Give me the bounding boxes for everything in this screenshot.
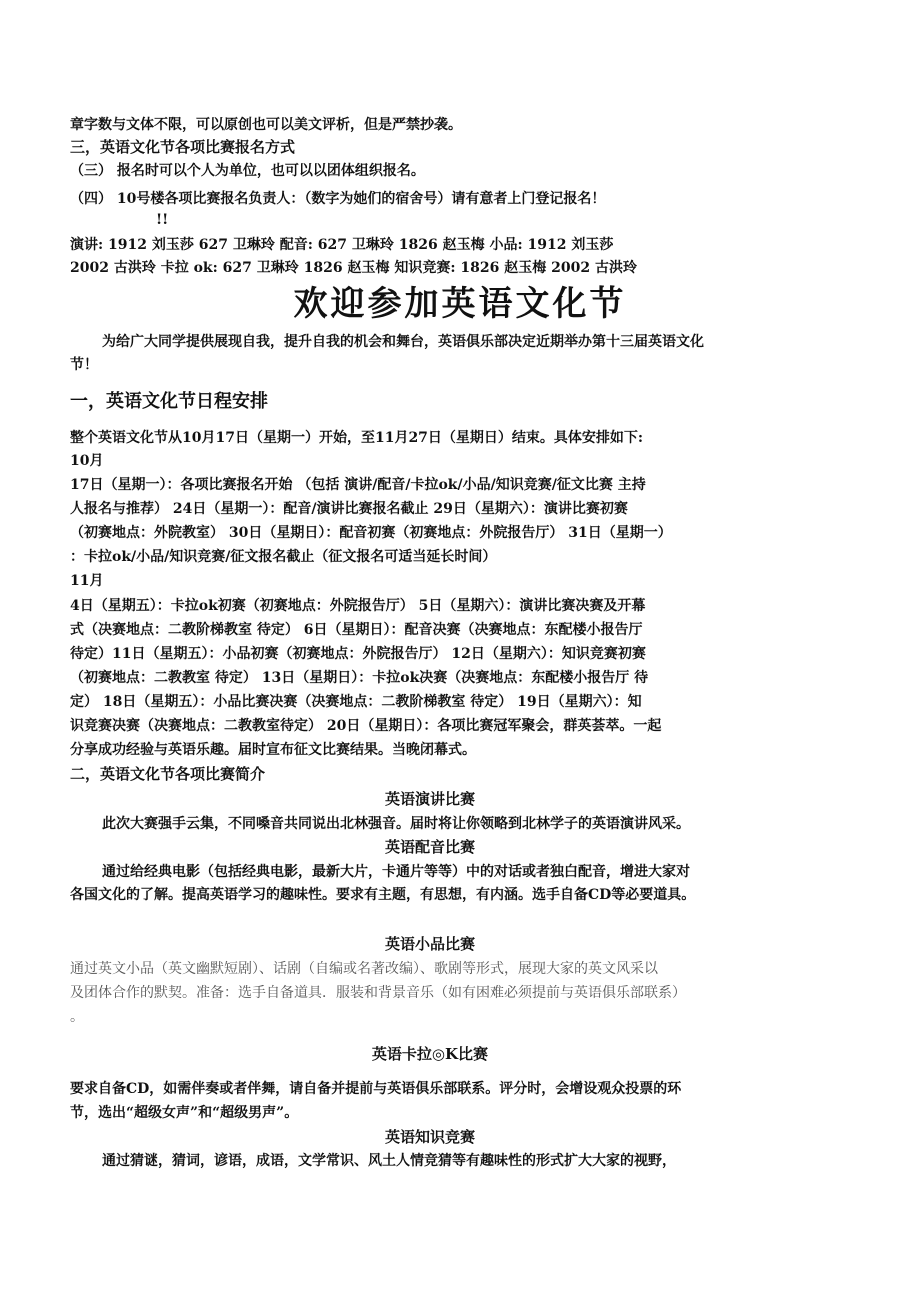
dubbing-contest-line-2: 各国文化的了解。提高英语学习的趣味性。要求有主题，有思想，有内涵。选手自备CD等必要道具。 — [70, 887, 696, 903]
skit-contest-line-2: 及团体合作的默契。准备：选手自备道具．服装和背景音乐（如有困难必须提前与英语俱乐部联系） — [70, 985, 686, 1001]
intro-line-2: 节！ — [70, 357, 98, 373]
october-line-2: 人报名与推荐） 24日（星期一）：配音/演讲比赛报名截止 29日（星期六）：演讲比赛初赛 — [70, 501, 628, 517]
november-line-1: 4日（星期五）：卡拉ok初赛（初赛地点：外院报告厅） 5日（星期六）：演讲比赛决赛及开幕 — [70, 598, 646, 614]
november-line-4: （初赛地点：二教教室 待定） 13日（星期日）：卡拉ok决赛（决赛地点：东配楼小报告厅 待 — [70, 670, 649, 686]
section-2-heading: 二，英语文化节各项比赛简介 — [70, 765, 266, 783]
november-line-2: 式（决赛地点：二教阶梯教室 待定） 6日（星期日）：配音决赛（决赛地点：东配楼小报告厅 — [70, 622, 643, 638]
list-item-3: （三） 报名时可以个人为单位，也可以以团体组织报名。 — [70, 163, 425, 179]
october-line-3: （初赛地点：外院教室） 30日（星期日）：配音初赛（初赛地点：外院报告厅） 31日（星期一） — [70, 525, 672, 541]
contacts-line-2: 2002 古洪玲 卡拉 ok: 627 卫琳玲 1826 赵玉梅 知识竞赛: 1826 赵玉梅 2002 古洪玲 — [70, 260, 637, 276]
speech-contest-title: 英语演讲比赛 — [384, 790, 475, 808]
november-line-3: 待定）11日（星期五）：小品初赛（初赛地点：外院报告厅） 12日（星期六）：知识竞赛初赛 — [70, 646, 646, 662]
november-line-7: 分享成功经验与英语乐趣。届时宣布征文比赛结果。当晚闭幕式。 — [70, 742, 476, 758]
karaoke-contest-line-2: 节，选出“超级女声”和“超级男声”。 — [70, 1105, 299, 1121]
dubbing-contest-line-1: 通过给经典电影（包括经典电影，最新大片，卡通片等等）中的对话或者独白配音，增进大家对 — [102, 864, 690, 880]
skit-contest-line-1: 通过英文小品（英文幽默短剧）、话剧（自编或名著改编）、歌剧等形式，展现大家的英文风采以 — [70, 961, 658, 977]
november-line-5: 定） 18日（星期五）：小品比赛决赛（决赛地点：二教阶梯教室 待定） 19日（星期六）：知 — [70, 694, 642, 710]
karaoke-contest-title: 英语卡拉◎K比赛 — [371, 1045, 489, 1063]
skit-contest-title: 英语小品比赛 — [384, 935, 475, 953]
main-title: 欢迎参加英语文化节 — [293, 284, 627, 324]
intro-line-1: 为给广大同学提供展现自我，提升自我的机会和舞台，英语俱乐部决定近期举办第十三届英语文化 — [102, 334, 704, 350]
karaoke-contest-line-1: 要求自备CD，如需伴奏或者伴舞，请自备并提前与英语俱乐部联系。评分时，会增设观众投票的环 — [70, 1081, 682, 1097]
october-line-4: ：卡拉ok/小品/知识竞赛/征文报名截止（征文报名可适当延长时间） — [70, 549, 497, 565]
section-3-heading: 三，英语文化节各项比赛报名方式 — [70, 138, 296, 156]
skit-contest-line-3: 。 — [70, 1009, 84, 1025]
contacts-line-1: 演讲: 1912 刘玉莎 627 卫琳玲 配音: 627 卫琳玲 1826 赵玉梅 小品: 1912 刘玉莎 — [70, 237, 614, 253]
november-label: 11月 — [70, 573, 104, 589]
list-item-4-cont: !! — [156, 212, 169, 228]
paragraph-essay-rule: 章字数与文体不限，可以原创也可以美文评析，但是严禁抄袭。 — [70, 117, 462, 133]
quiz-contest-title: 英语知识竞赛 — [384, 1128, 475, 1146]
section-1-heading: 一，英语文化节日程安排 — [70, 391, 268, 412]
november-line-6: 识竞赛决赛（决赛地点：二教教室待定） 20日（星期日）：各项比赛冠军聚会，群英荟萃。一起 — [70, 718, 662, 734]
quiz-contest-line-1: 通过猜谜，猜词，谚语，成语，文学常识、风土人情竞猜等有趣味性的形式扩大大家的视野， — [102, 1153, 676, 1169]
speech-contest-text: 此次大赛强手云集，不同嗓音共同说出北林强音。届时将让你领略到北林学子的英语演讲风采。 — [102, 816, 690, 832]
dubbing-contest-title: 英语配音比赛 — [384, 838, 475, 856]
schedule-intro: 整个英语文化节从10月17日（星期一）开始，至11月27日（星期日）结束。具体安排如下: — [70, 430, 644, 446]
october-line-1: 17日（星期一）：各项比赛报名开始 （包括 演讲/配音/卡拉ok/小品/知识竞赛/征文比赛 主持 — [70, 477, 646, 493]
list-item-4: （四） 10号楼各项比赛报名负责人：（数字为她们的宿舍号）请有意者上门登记报名！ — [70, 191, 606, 207]
october-label: 10月 — [70, 453, 104, 469]
